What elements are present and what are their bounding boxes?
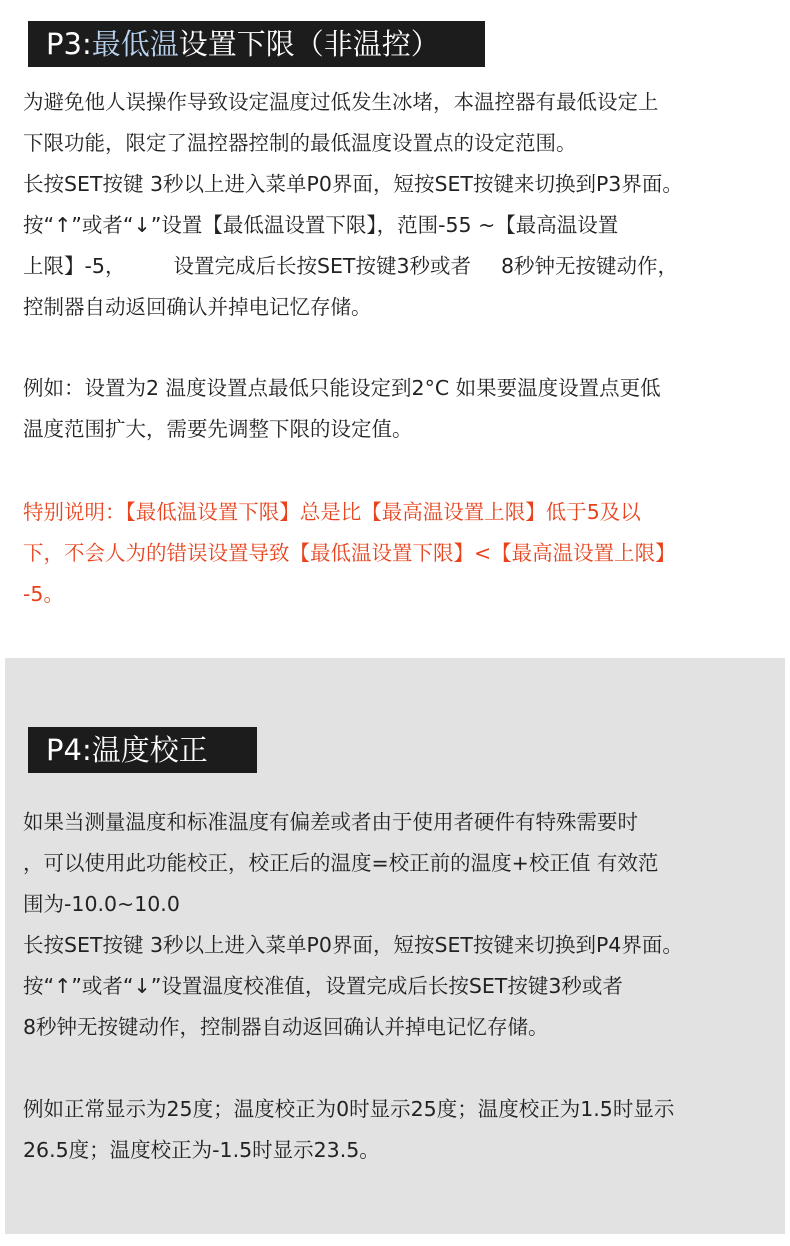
p4-example	[23, 1089, 674, 1171]
p4-desc-line: 按“↑”或者“↓”设置温度校准值，设置完成后长按SET按键3秒或者	[23, 974, 623, 998]
p3-example-line: 温度范围扩大，需要先调整下限的设定值。	[23, 417, 413, 441]
p3-desc-line: 控制器自动返回确认并掉电记忆存储。	[23, 295, 372, 319]
p3-desc-line: 按“↑”或者“↓”设置【最低温设置下限】，范围-55 ~【最高温设置	[23, 213, 619, 237]
p3-example	[23, 368, 661, 450]
p3-desc-line5-part3: 8秒钟无按键动作，	[500, 254, 679, 278]
p3-desc-line: 长按SET按键 3秒以上进入菜单P0界面，短按SET按键来切换到P3界面。	[23, 172, 683, 196]
p3-note-line: 下，不会人为的错误设置导致【最低温设置下限】<【最高温设置上限】	[23, 541, 676, 565]
p3-example-line: 例如：设置为2 温度设置点最低只能设定到2°C 如果要温度设置点更低	[23, 376, 661, 400]
p4-title: P4:温度校正	[28, 727, 257, 773]
p4-description	[23, 802, 683, 1048]
p3-special-note	[23, 492, 676, 615]
p4-example-line: 26.5度；温度校正为-1.5时显示23.5。	[23, 1138, 380, 1162]
p4-desc-line: 8秒钟无按键动作，控制器自动返回确认并掉电记忆存储。	[23, 1015, 549, 1039]
p3-note-line: 特别说明：【最低温设置下限】总是比【最高温设置上限】低于5及以	[23, 500, 641, 524]
p4-example-line: 例如正常显示为25度；温度校正为0时显示25度；温度校正为1.5时显示	[23, 1097, 675, 1121]
p3-desc-line: 为避免他人误操作导致设定温度过低发生冰堵，本温控器有最低设定上	[23, 90, 659, 114]
p4-desc-line: 长按SET按键 3秒以上进入菜单P0界面，短按SET按键来切换到P4界面。	[23, 933, 683, 957]
p3-description	[23, 82, 683, 328]
p3-title-prefix: P3:	[46, 27, 92, 61]
p4-desc-line: 围为-10.0~10.0	[23, 892, 180, 916]
p4-desc-line: ，可以使用此功能校正，校正后的温度=校正前的温度+校正值 有效范	[23, 851, 659, 875]
p3-title	[28, 21, 485, 67]
p3-desc-line5-part2: 设置完成后长按SET按键3秒或者	[173, 254, 471, 278]
p3-title-highlight: 最低温	[91, 27, 179, 61]
p3-note-line: -5。	[23, 582, 64, 606]
p3-desc-line: 下限功能，限定了温控器控制的最低温度设置点的设定范围。	[23, 131, 577, 155]
p3-title-rest: 设置下限（非温控）	[178, 27, 440, 61]
p3-desc-line	[23, 246, 683, 287]
p4-desc-line: 如果当测量温度和标准温度有偏差或者由于使用者硬件有特殊需要时	[23, 810, 638, 834]
section-p4	[5, 658, 785, 1234]
p3-desc-line5-part1: 上限】-5，	[23, 254, 126, 278]
